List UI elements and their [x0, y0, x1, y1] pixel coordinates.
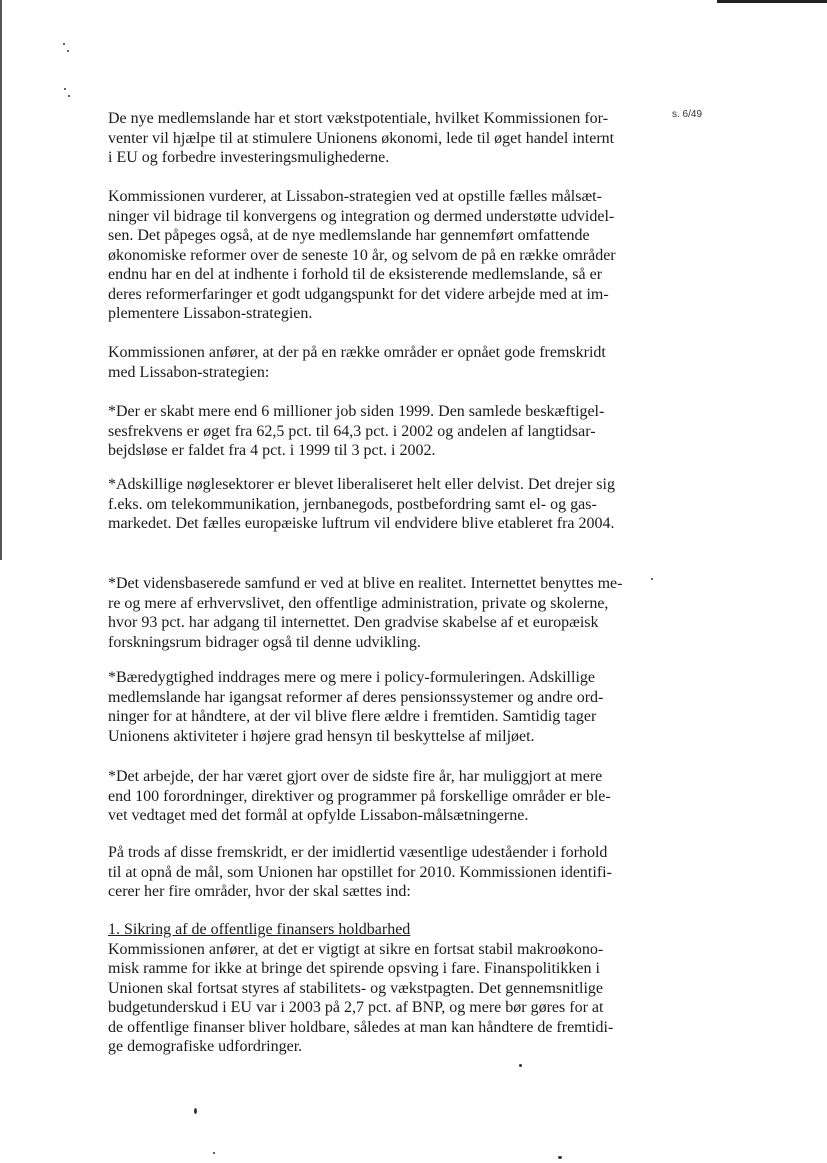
text-line: til at opnå de mål, som Unionen har opstillet for 2010. Kommissionen identifi-: [108, 863, 612, 881]
text-line: Kommissionen anfører, at det er vigtigt at sikre en fortsat stabil makroøkono-: [108, 940, 604, 958]
text-line: budgetunderskud i EU var i 2003 på 2,7 pct. af BNP, og mere bør gøres for at: [108, 999, 604, 1016]
paragraph: [108, 402, 628, 461]
paragraph: [108, 574, 628, 652]
scan-speck: [194, 1108, 197, 1114]
scan-speck: [558, 1156, 562, 1159]
text-line: ninger for at håndtere, at der vil blive flere ældre i fremtiden. Samtidig tager: [108, 708, 597, 725]
text-line: de offentlige finanser bliver holdbare, således at man kan håndtere de fremtidi-: [108, 1018, 614, 1036]
text-line: i EU og forbedre investeringsmulighederne.: [108, 149, 390, 166]
text-line: Kommissionen vurderer, at Lissabon-strategien ved at opstille fælles målsæt-: [108, 188, 602, 205]
text-line: hvor 93 pct. har adgang til internettet. Den gradvise skabelse af et europæisk: [108, 614, 599, 631]
text-line: sesfrekvens er øget fra 62,5 pct. til 64,3 pct. i 2002 og andelen af langtidsar-: [108, 422, 596, 440]
scan-speck: [651, 578, 653, 580]
paragraph: [108, 843, 628, 902]
text-line: markedet. Det fælles europæiske luftrum vil endvidere blive etableret fra 2004.: [108, 515, 615, 532]
text-line: Unionens aktiviteter i højere grad hensyn til beskyttelse af miljøet.: [108, 727, 535, 745]
text-line: forskningsrum bidrager også til denne udvikling.: [108, 633, 421, 651]
text-line: f.eks. om telekommunikation, jernbanegods, postbefordring samt el- og gas-: [108, 495, 597, 513]
text-line: *Det vidensbaserede samfund er ved at blive en realitet. Internettet benyttes me-: [108, 575, 623, 592]
scan-speck: [519, 1064, 522, 1067]
paragraph: [108, 343, 628, 382]
text-line: plementere Lissabon-strategien.: [108, 305, 313, 322]
text-line: venter vil hjælpe til at stimulere Unionens økonomi, lede til øget handel internt: [108, 129, 615, 147]
paragraph: [108, 109, 628, 168]
text-line: økonomiske reformer over de seneste 10 år, og selvom de på en række områder: [108, 246, 616, 264]
text-line: *Bæredygtighed inddrages mere og mere i policy-formuleringen. Adskillige: [108, 669, 595, 686]
paragraph: [108, 187, 628, 324]
text-line: re og mere af erhvervslivet, den offentlige administration, private og skolerne,: [108, 594, 609, 612]
text-line: ninger vil bidrage til konvergens og integration og dermed understøtte udvidel-: [108, 207, 615, 225]
scan-speck: [68, 95, 70, 97]
text-line: De nye medlemslande har et stort vækstpotentiale, hvilket Kommissionen for-: [108, 110, 609, 127]
text-line: *Det arbejde, der har været gjort over de sidste fire år, har muliggjort at mere: [108, 768, 603, 785]
text-line: sen. Det påpeges også, at de nye medlemslande har gennemført omfattende: [108, 227, 590, 244]
text-line: misk ramme for ikke at bringe det spirende opsving i fare. Finanspolitikken i: [108, 960, 600, 977]
paragraph: [108, 920, 628, 1057]
text-line: end 100 forordninger, direktiver og programmer på forskellige områder er ble-: [108, 787, 611, 805]
text-line: Unionen skal fortsat styres af stabilitets- og vækstpagten. Det gennemsnitlige: [108, 979, 604, 997]
scan-speck: [213, 1152, 215, 1154]
text-line: vet vedtaget med det formål at opfylde Lissabon-målsætningerne.: [108, 807, 529, 824]
text-line: cerer her fire områder, hvor der skal sættes ind:: [108, 883, 411, 900]
text-line: medlemslande har igangsat reformer af deres pensionssystemer og andre ord-: [108, 688, 604, 706]
paragraph: [108, 767, 628, 826]
text-line: Kommissionen anfører, at der på en række områder er opnået gode fremskridt: [108, 344, 606, 361]
scan-speck: [64, 88, 66, 90]
paragraph: [108, 668, 628, 746]
text-line: *Der er skabt mere end 6 millioner job siden 1999. Den samlede beskæftigel-: [108, 403, 605, 420]
scan-speck: [67, 50, 69, 52]
text-line: bejdsløse er faldet fra 4 pct. i 1999 til 3 pct. i 2002.: [108, 442, 436, 459]
scan-edge-top: [717, 0, 827, 3]
text-line: endnu har en del at indhente i forhold til de eksisterende medlemslande, så er: [108, 266, 603, 283]
page-number: s. 6/49: [672, 109, 703, 120]
text-line: På trods af disse fremskridt, er der imidlertid væsentlige udeståender i forhold: [108, 844, 608, 861]
text-line: ge demografiske udfordringer.: [108, 1038, 303, 1055]
text-line: deres reformerfaringer et godt udgangspunkt for det videre arbejde med at im-: [108, 285, 609, 303]
scan-speck: [63, 43, 65, 45]
section-heading: 1. Sikring af de offentlige finansers holdbarhed: [108, 921, 411, 938]
scan-edge-left: [0, 0, 2, 560]
text-line: *Adskillige nøglesektorer er blevet liberaliseret helt eller delvist. Det drejer sig: [108, 476, 615, 493]
paragraph: [108, 475, 628, 534]
text-line: med Lissabon-strategien:: [108, 363, 270, 381]
